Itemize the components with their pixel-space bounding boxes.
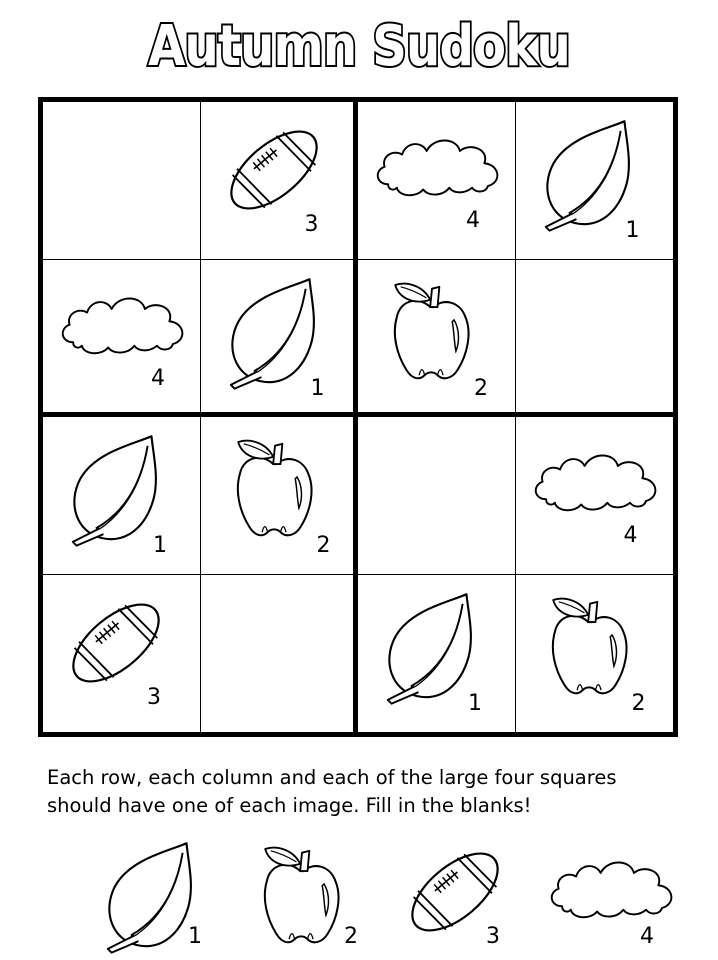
leaf-icon [225, 274, 321, 392]
legend-item-1 [78, 830, 238, 955]
sudoku-cell-r2-c3 [358, 260, 516, 418]
cell-number: 3 [304, 212, 319, 237]
instructions-line-2: should have one of each image. Fill in the blanks! [47, 794, 532, 817]
football-icon [61, 591, 171, 695]
sudoku-cell-r2-c2 [201, 260, 359, 418]
sudoku-cell-r3-c1 [43, 417, 201, 575]
sudoku-cell-r2-c4[interactable] [516, 260, 674, 418]
sudoku-cell-r2-c1 [43, 260, 201, 418]
cell-number: 3 [147, 684, 161, 710]
sudoku-cell-r4-c3 [358, 575, 516, 733]
cloud-icon [546, 852, 678, 922]
sudoku-cell-r1-c2 [201, 102, 359, 260]
legend-item-4 [532, 830, 692, 955]
apple-icon [229, 429, 321, 547]
cell-number: 1 [468, 690, 482, 716]
cell-number: 4 [151, 365, 165, 391]
apple-icon [256, 836, 348, 954]
sudoku-cell-r1-c1[interactable] [43, 102, 201, 260]
cloud-icon [372, 130, 504, 200]
cell-number: 1 [153, 533, 167, 558]
cell-number: 1 [310, 375, 325, 401]
legend-number: 4 [640, 924, 654, 949]
cell-number: 4 [623, 523, 638, 548]
cell-number: 2 [631, 690, 646, 716]
legend-number: 3 [486, 924, 500, 949]
cell-number: 1 [625, 218, 640, 243]
leaf-icon [102, 838, 198, 956]
sudoku-cell-r1-c3 [358, 102, 516, 260]
leaf-icon [67, 431, 163, 549]
instructions [47, 764, 707, 820]
legend-item-3 [382, 830, 542, 955]
sudoku-cell-r3-c3[interactable] [358, 417, 516, 575]
cell-number: 2 [474, 375, 488, 401]
sudoku-cell-r1-c4 [516, 102, 674, 260]
legend [0, 830, 718, 957]
leaf-icon [382, 589, 478, 707]
sudoku-cell-r4-c2[interactable] [201, 575, 359, 733]
legend-number: 1 [188, 924, 202, 949]
sudoku-grid [38, 97, 678, 737]
sudoku-cell-r3-c4 [516, 417, 674, 575]
page-title: Autumn Sudoku [148, 14, 570, 79]
cloud-icon [530, 445, 662, 515]
leaf-icon [540, 116, 636, 234]
apple-icon [386, 272, 478, 390]
cell-number: 2 [316, 533, 331, 558]
sudoku-cell-r3-c2 [201, 417, 359, 575]
cell-number: 4 [466, 208, 480, 233]
apple-icon [544, 587, 636, 705]
instructions-line-1: Each row, each column and each of the large four squares [47, 766, 617, 789]
sudoku-cell-r4-c1 [43, 575, 201, 733]
legend-number: 2 [344, 924, 358, 949]
sudoku-cell-r4-c4 [516, 575, 674, 733]
legend-item-2 [228, 830, 388, 955]
football-icon [219, 118, 329, 222]
cloud-icon [57, 288, 189, 358]
